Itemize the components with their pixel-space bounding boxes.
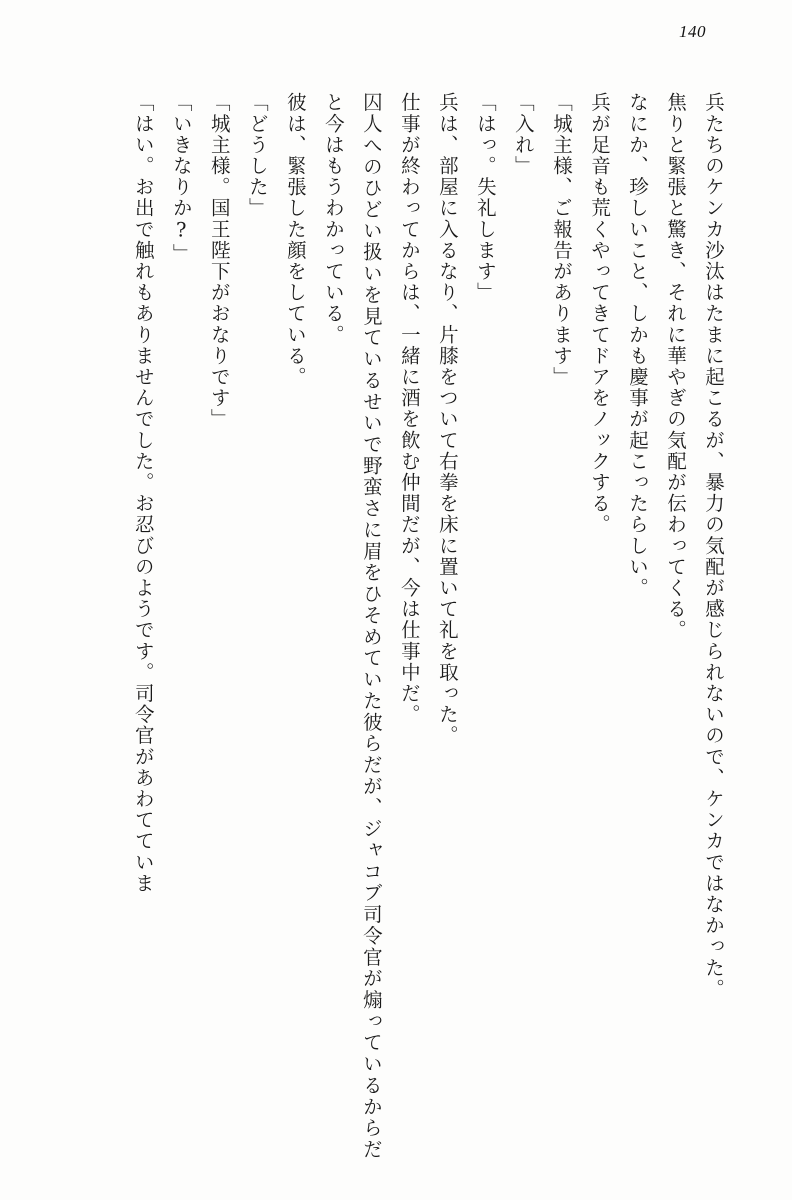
dialogue-line: 「入れ」: [511, 92, 535, 177]
paragraph: 兵は、部屋に入るなり、片膝をついて右拳を床に置いて礼を取った。: [435, 92, 459, 747]
dialogue-line: 「はっ。失礼します」: [473, 92, 497, 303]
dialogue-line: 「どうした」: [245, 92, 269, 219]
paragraph: 兵が足音も荒くやってきてドアをノックする。: [587, 92, 611, 536]
dialogue-line: 「城主様。国王陛下がおなりです」: [207, 92, 231, 430]
paragraph: なにか、珍しいこと、しかも慶事が起こったらしい。: [625, 92, 649, 599]
paragraph: 兵たちのケンカ沙汰はたまに起こるが、暴力の気配が感じられないので、ケンカではなかった。: [702, 92, 725, 1000]
dialogue-line: 「はい。お出で触れもありませんでした。お忍びのようです。司令官があわてていま: [131, 92, 155, 894]
dialogue-line: 「城主様、ご報告があります」: [549, 92, 573, 388]
dialogue-line: 「いきなりか?」: [169, 92, 193, 265]
paragraph: 焦りと緊張と驚き、それに華やぎの気配が伝わってくる。: [663, 92, 687, 641]
vertical-text-body: [54, 92, 732, 1160]
paragraph: 仕事が終わってからは、一緒に酒を飲む仲間だが、今は仕事中だ。: [397, 92, 421, 725]
paragraph: 囚人へのひどい扱いを見ているせいで野蛮さに眉をひそめていた彼らだが、ジャコブ司令官が煽っているからだと今はもうわかっている。: [321, 92, 383, 1160]
paragraph: 彼は、緊張した顔をしている。: [283, 92, 307, 388]
page-number: 140: [679, 22, 706, 41]
